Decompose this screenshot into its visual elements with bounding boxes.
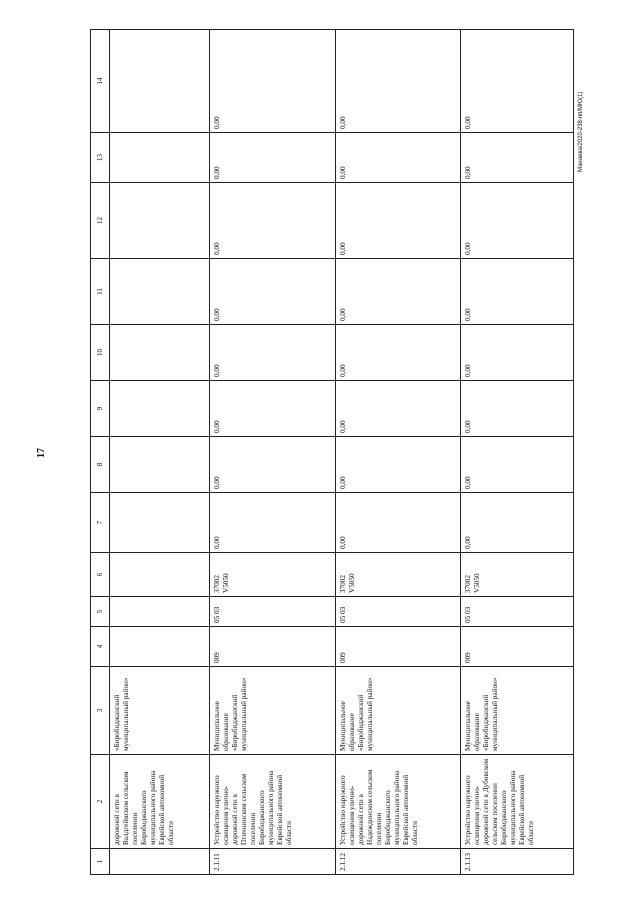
amount-cell: 0,00 — [209, 493, 335, 553]
executor-cell: Муниципальное образование «Биробиджанский муниципальный район» — [461, 667, 574, 755]
column-header: 1 — [91, 849, 110, 875]
amount-cell: 0,00 — [461, 381, 574, 437]
table-row — [110, 30, 210, 875]
column-number-row — [91, 30, 110, 875]
grbs-code-cell — [110, 627, 210, 667]
row-number-cell: 2.1.13 — [461, 849, 574, 875]
section-code-cell: 05 03 — [335, 597, 461, 627]
column-header: 3 — [91, 667, 110, 755]
amount-cell: 0,00 — [335, 183, 461, 259]
column-header: 2 — [91, 755, 110, 849]
column-header: 12 — [91, 183, 110, 259]
amount-cell — [110, 325, 210, 381]
amount-cell: 0,00 — [335, 133, 461, 183]
column-header: 5 — [91, 597, 110, 627]
amount-cell: 0,00 — [335, 30, 461, 133]
amount-cell: 0,00 — [461, 183, 574, 259]
amount-cell: 0,00 — [209, 381, 335, 437]
amount-cell: 0,00 — [461, 437, 574, 493]
column-header: 9 — [91, 381, 110, 437]
target-article-cell: 37002 V5050 — [209, 553, 335, 597]
amount-cell: 0,00 — [461, 259, 574, 325]
amount-cell: 0,00 — [209, 30, 335, 133]
column-header: 4 — [91, 627, 110, 667]
column-header: 8 — [91, 437, 110, 493]
amount-cell: 0,00 — [209, 183, 335, 259]
target-article-cell — [110, 553, 210, 597]
executor-cell: «Биробиджанский муниципальный район» — [110, 667, 210, 755]
column-header: 13 — [91, 133, 110, 183]
target-article-cell: 37002 V5050 — [461, 553, 574, 597]
amount-cell — [110, 259, 210, 325]
row-number-cell — [110, 849, 210, 875]
amount-cell: 0,00 — [209, 437, 335, 493]
amount-cell — [110, 133, 210, 183]
amount-cell: 0,00 — [335, 381, 461, 437]
column-header: 6 — [91, 553, 110, 597]
column-header: 10 — [91, 325, 110, 381]
section-code-cell: 05 03 — [461, 597, 574, 627]
amount-cell: 0,00 — [461, 30, 574, 133]
amount-cell — [110, 183, 210, 259]
table-row — [461, 30, 574, 875]
amount-cell — [110, 437, 210, 493]
budget-table — [90, 29, 574, 875]
amount-cell: 0,00 — [209, 325, 335, 381]
amount-cell: 0,00 — [461, 133, 574, 183]
amount-cell: 0,00 — [335, 259, 461, 325]
section-code-cell: 05 03 — [209, 597, 335, 627]
column-header: 14 — [91, 30, 110, 133]
amount-cell — [110, 493, 210, 553]
section-code-cell — [110, 597, 210, 627]
amount-cell: 0,00 — [335, 493, 461, 553]
target-article-cell: 37002 V5050 — [335, 553, 461, 597]
amount-cell — [110, 381, 210, 437]
amount-cell: 0,00 — [461, 493, 574, 553]
grbs-code-cell: 009 — [335, 627, 461, 667]
column-header: 7 — [91, 493, 110, 553]
row-number-cell: 2.1.11 — [209, 849, 335, 875]
activity-name-cell: Устройство наружного освещения улично-дорожной сети в Дубовском сельском поселении Биробиджанского муниципального района Еврейской автономной области — [461, 755, 574, 849]
amount-cell: 0,00 — [461, 325, 574, 381]
document-code: Манаева/2020-238-пп/МЮ(1) — [578, 91, 584, 172]
amount-cell: 0,00 — [335, 325, 461, 381]
amount-cell — [110, 30, 210, 133]
table-row — [209, 30, 335, 875]
column-header: 11 — [91, 259, 110, 325]
amount-cell: 0,00 — [335, 437, 461, 493]
activity-name-cell: дорожной сети в Валдгеймском сельском поселении Биробиджанского муниципального района Еврейской автономной области — [110, 755, 210, 849]
row-number-cell: 2.1.12 — [335, 849, 461, 875]
activity-name-cell: Устройство наружного освещения улично-дорожной сети в Надеждинском сельском поселении Биробиджанского муниципального района Еврейской автономной области — [335, 755, 461, 849]
amount-cell: 0,00 — [209, 259, 335, 325]
table-row — [335, 30, 461, 875]
executor-cell: Муниципальное образование «Биробиджанский муниципальный район» — [209, 667, 335, 755]
rotated-table-container — [90, 30, 574, 875]
page-number: 17 — [36, 448, 47, 458]
executor-cell: Муниципальное образование «Биробиджанский муниципальный район» — [335, 667, 461, 755]
activity-name-cell: Устройство наружного освещения улично-дорожной сети в Птичнинском сельском поселении Биробиджанского муниципального района Еврейской автономной области — [209, 755, 335, 849]
grbs-code-cell: 009 — [209, 627, 335, 667]
amount-cell: 0,00 — [209, 133, 335, 183]
grbs-code-cell: 009 — [461, 627, 574, 667]
